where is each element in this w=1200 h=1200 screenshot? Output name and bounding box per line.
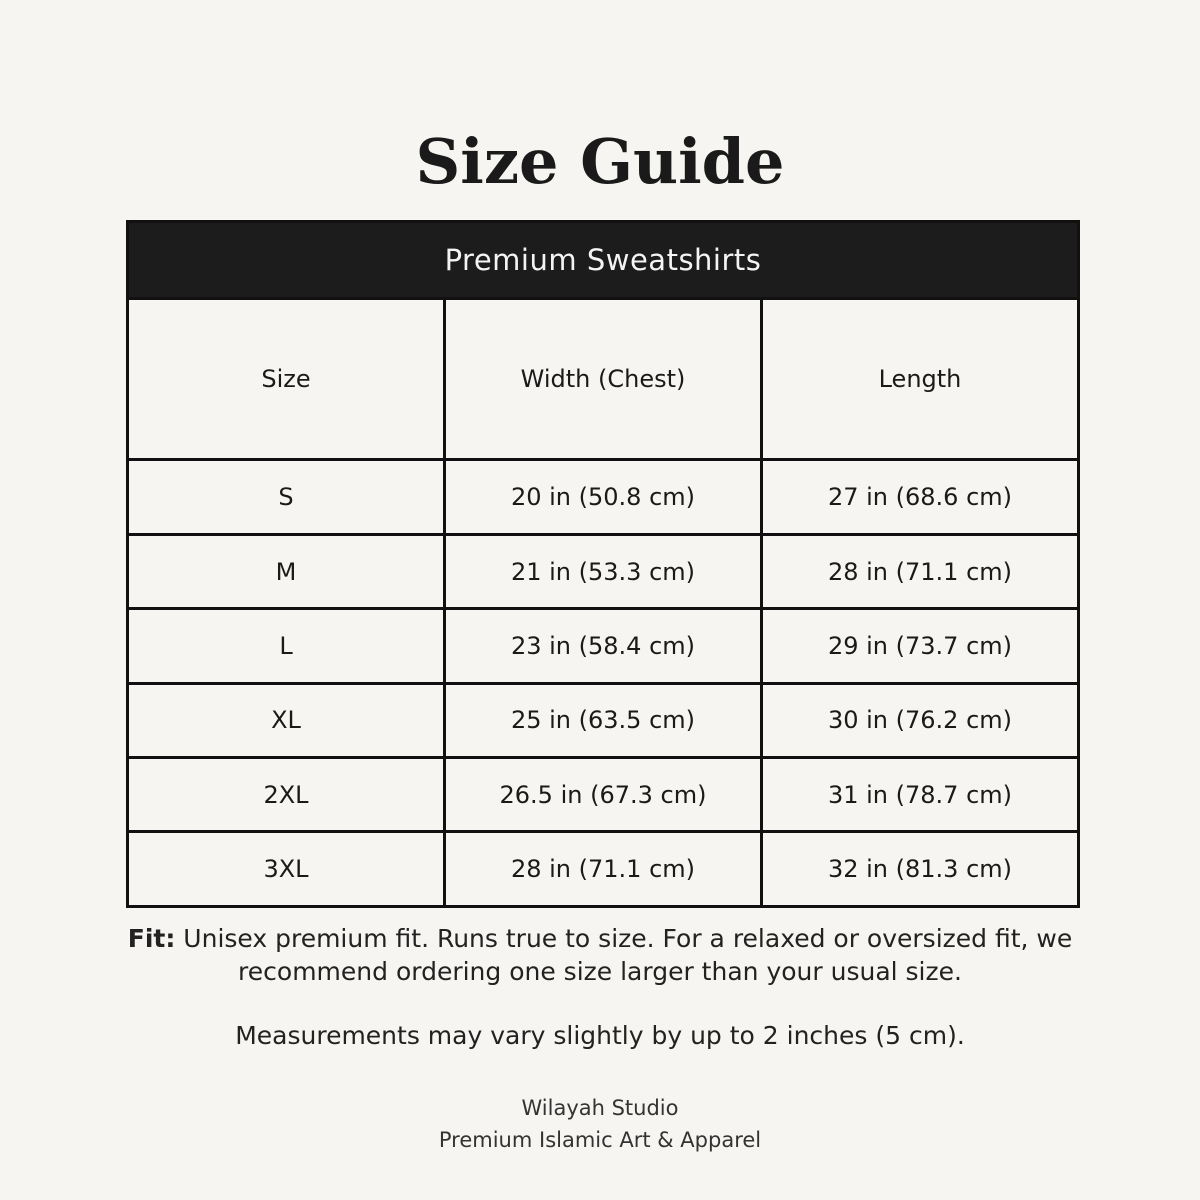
width-cell: 23 in (58.4 cm) — [445, 609, 762, 683]
table-row — [128, 609, 1079, 683]
table-row — [128, 534, 1079, 608]
length-cell: 32 in (81.3 cm) — [762, 832, 1079, 907]
table-row — [128, 832, 1079, 907]
fit-text: Unisex premium fit. Runs true to size. For a relaxed or oversized fit, we recommend ordering one size larger than your usual size. — [175, 924, 1073, 986]
length-cell: 30 in (76.2 cm) — [762, 683, 1079, 757]
table-row — [128, 758, 1079, 832]
width-cell: 21 in (53.3 cm) — [445, 534, 762, 608]
width-cell: 25 in (63.5 cm) — [445, 683, 762, 757]
measurements-note: Measurements may vary slightly by up to 2 inches (5 cm). — [235, 1021, 965, 1050]
footer-brand: Wilayah Studio — [521, 1096, 679, 1120]
size-cell: M — [128, 534, 445, 608]
table-row — [128, 683, 1079, 757]
length-cell: 31 in (78.7 cm) — [762, 758, 1079, 832]
width-cell: 26.5 in (67.3 cm) — [445, 758, 762, 832]
width-cell: 28 in (71.1 cm) — [445, 832, 762, 907]
table-row — [128, 460, 1079, 534]
fit-note — [100, 922, 1100, 988]
footer — [0, 1092, 1200, 1156]
length-cell: 28 in (71.1 cm) — [762, 534, 1079, 608]
footer-tagline: Premium Islamic Art & Apparel — [438, 1128, 762, 1152]
column-header-length: Length — [762, 299, 1079, 460]
size-cell: 3XL — [128, 832, 445, 907]
table-banner-row — [128, 222, 1079, 299]
size-table — [126, 220, 1080, 908]
fit-label: Fit: — [127, 924, 176, 953]
size-cell: XL — [128, 683, 445, 757]
column-header-width: Width (Chest) — [445, 299, 762, 460]
length-cell: 27 in (68.6 cm) — [762, 460, 1079, 534]
column-header-size: Size — [128, 299, 445, 460]
page-title: Size Guide — [415, 125, 785, 198]
size-cell: L — [128, 609, 445, 683]
table-banner: Premium Sweatshirts — [128, 222, 1079, 299]
size-cell: S — [128, 460, 445, 534]
size-cell: 2XL — [128, 758, 445, 832]
table-header-row — [128, 299, 1079, 460]
length-cell: 29 in (73.7 cm) — [762, 609, 1079, 683]
width-cell: 20 in (50.8 cm) — [445, 460, 762, 534]
